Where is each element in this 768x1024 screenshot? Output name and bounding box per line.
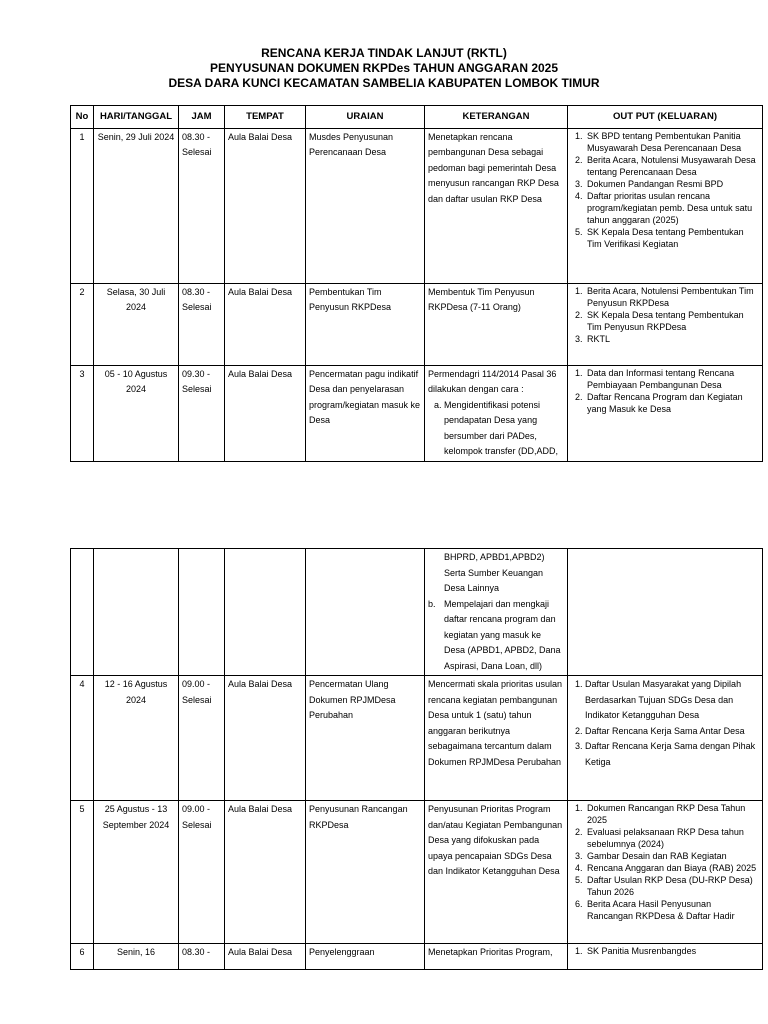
output-list <box>571 802 759 922</box>
list-item: 5. Daftar Usulan RKP Desa (DU-RKP Desa) Tahun 2026 <box>585 874 759 898</box>
cell-output <box>568 549 763 676</box>
cell-jam: 09.30 - Selesai <box>179 365 225 461</box>
list-item: 3. Dokumen Pandangan Resmi BPD <box>585 178 759 190</box>
list-item: 1. Dokumen Rancangan RKP Desa Tahun 2025 <box>585 802 759 826</box>
cell-keterangan: Mencermati skala prioritas usulan rencana kegiatan pembangunan Desa untuk 1 (satu) tahun anggaran berikutnya sebagaimana tercantum dalam Dokumen RPJMDesa Perubahan <box>425 676 568 801</box>
list-item: 3. Gambar Desain dan RAB Kegiatan <box>585 850 759 862</box>
document-title <box>0 46 768 91</box>
cell-uraian: Pencermatan Ulang Dokumen RPJMDesa Perubahan <box>306 676 425 801</box>
list-item: 3. Daftar Rencana Kerja Sama dengan Pihak Ketiga <box>585 739 759 770</box>
header-no: No <box>71 106 94 129</box>
cell-tempat: Aula Balai Desa <box>225 128 306 283</box>
cell-output <box>568 944 763 970</box>
cell-keterangan: Menetapkan rencana pembangunan Desa sebagai pedoman bagi pemerintah Desa menyusun rancangan RKP Desa dan daftar usulan RKP Desa <box>425 128 568 283</box>
list-item: 1. Daftar Usulan Masyarakat yang Dipilah Berdasarkan Tujuan SDGs Desa dan Indikator Ketangguhan Desa <box>585 677 759 724</box>
list-item: 2. Berita Acara, Notulensi Musyawarah Desa tentang Perencanaan Desa <box>585 154 759 178</box>
cell-tempat: Aula Balai Desa <box>225 801 306 944</box>
cell-no: 5 <box>71 801 94 944</box>
header-hari-tanggal: HARI/TANGGAL <box>94 106 179 129</box>
cell-keterangan: Penyusunan Prioritas Program dan/atau Kegiatan Pembangunan Desa yang difokuskan pada upaya pencapaian SDGs Desa dan Indikator Ketangguhan Desa <box>425 801 568 944</box>
list-item: Mempelajari dan mengkaji daftar rencana program dan kegiatan yang masuk ke Desa (APBD1, APBD2, Dana Aspirasi, Dana Loan, dll) <box>444 598 561 671</box>
cell-hari <box>94 549 179 676</box>
cell-keterangan <box>425 549 568 676</box>
list-item: 2. Daftar Rencana Program dan Kegiatan yang Masuk ke Desa <box>585 391 759 415</box>
cell-no <box>71 549 94 676</box>
output-list <box>571 285 759 345</box>
list-item: 1. Berita Acara, Notulensi Pembentukan Tim Penyusun RKPDesa <box>585 285 759 309</box>
cell-no: 4 <box>71 676 94 801</box>
cell-hari: Selasa, 30 Juli 2024 <box>94 283 179 365</box>
list-marker: b. <box>428 598 436 609</box>
header-keterangan: KETERANGAN <box>425 106 568 129</box>
table-row <box>71 128 763 283</box>
cell-jam: 08.30 - <box>179 944 225 970</box>
header-output: OUT PUT (KELUARAN) <box>568 106 763 129</box>
rktl-table-page-1 <box>70 105 763 462</box>
output-list <box>571 367 759 415</box>
cell-uraian: Penyelenggraan <box>306 944 425 970</box>
cell-uraian: Penyusunan Rancangan RKPDesa <box>306 801 425 944</box>
cell-hari: 25 Agustus - 13 September 2024 <box>94 801 179 944</box>
cell-tempat: Aula Balai Desa <box>225 283 306 365</box>
cell-hari: Senin, 16 <box>94 944 179 970</box>
cell-keterangan: Membentuk Tim Penyusun RKPDesa (7-11 Orang) <box>425 283 568 365</box>
cell-no: 6 <box>71 944 94 970</box>
cell-uraian: Pencermatan pagu indikatif Desa dan penyelarasan program/kegiatan masuk ke Desa <box>306 365 425 461</box>
table-row <box>71 283 763 365</box>
cell-output <box>568 365 763 461</box>
cell-keterangan: Menetapkan Prioritas Program, <box>425 944 568 970</box>
list-item: 5. SK Kepala Desa tentang Pembentukan Tim Verifikasi Kegiatan <box>585 226 759 250</box>
cell-output <box>568 801 763 944</box>
cell-output <box>568 676 763 801</box>
list-item: 2. Daftar Rencana Kerja Sama Antar Desa <box>585 724 759 740</box>
header-jam: JAM <box>179 106 225 129</box>
table-header-row <box>71 106 763 129</box>
cell-tempat <box>225 549 306 676</box>
cell-output <box>568 128 763 283</box>
cell-no: 1 <box>71 128 94 283</box>
title-line-3: DESA DARA KUNCI KECAMATAN SAMBELIA KABUPATEN LOMBOK TIMUR <box>168 76 600 90</box>
cell-keterangan <box>425 365 568 461</box>
cell-jam <box>179 549 225 676</box>
cell-jam: 09.00 - Selesai <box>179 676 225 801</box>
output-list <box>571 677 759 770</box>
table-row <box>71 801 763 944</box>
table-row <box>71 676 763 801</box>
keterangan-list <box>428 398 564 460</box>
keterangan-continued: BHPRD, APBD1,APBD2) Serta Sumber Keuangan Desa Lainnya <box>444 552 545 593</box>
cell-output <box>568 283 763 365</box>
table-row <box>71 549 763 676</box>
cell-uraian <box>306 549 425 676</box>
cell-jam: 09.00 - Selesai <box>179 801 225 944</box>
cell-hari: 12 - 16 Agustus 2024 <box>94 676 179 801</box>
keterangan-item-b <box>428 597 564 675</box>
header-tempat: TEMPAT <box>225 106 306 129</box>
header-uraian: URAIAN <box>306 106 425 129</box>
list-item: 6. Berita Acara Hasil Penyusunan Rancangan RKPDesa & Daftar Hadir <box>585 898 759 922</box>
list-item: 1. SK BPD tentang Pembentukan Panitia Musyawarah Desa Perencanaan Desa <box>585 130 759 154</box>
cell-tempat: Aula Balai Desa <box>225 676 306 801</box>
cell-tempat: Aula Balai Desa <box>225 365 306 461</box>
list-item: 1. Data dan Informasi tentang Rencana Pembiayaan Pembangunan Desa <box>585 367 759 391</box>
list-item: 3. RKTL <box>585 333 759 345</box>
keterangan-intro: Permendagri 114/2014 Pasal 36 dilakukan dengan cara : <box>428 368 557 394</box>
table-row <box>71 944 763 970</box>
cell-jam: 08.30 - Selesai <box>179 128 225 283</box>
output-list <box>571 945 759 957</box>
list-item: a. Mengidentifikasi potensi pendapatan Desa yang bersumber dari PADes, kelompok transfer (DD,ADD, <box>444 398 564 460</box>
cell-no: 3 <box>71 365 94 461</box>
cell-hari: Senin, 29 Juli 2024 <box>94 128 179 283</box>
list-item: 4. Rencana Anggaran dan Biaya (RAB) 2025 <box>585 862 759 874</box>
title-line-2: PENYUSUNAN DOKUMEN RKPDes TAHUN ANGGARAN 2025 <box>209 61 559 75</box>
list-item: 2. SK Kepala Desa tentang Pembentukan Tim Penyusun RKPDesa <box>585 309 759 333</box>
list-item: 1. SK Panitia Musrenbangdes <box>585 945 759 957</box>
list-item: 2. Evaluasi pelaksanaan RKP Desa tahun sebelumnya (2024) <box>585 826 759 850</box>
list-item: 4. Daftar prioritas usulan rencana program/kegiatan pemb. Desa untuk satu tahun anggaran (2025) <box>585 190 759 226</box>
cell-hari: 05 - 10 Agustus 2024 <box>94 365 179 461</box>
cell-uraian: Pembentukan Tim Penyusun RKPDesa <box>306 283 425 365</box>
table-row <box>71 365 763 461</box>
cell-tempat: Aula Balai Desa <box>225 944 306 970</box>
output-list <box>571 130 759 250</box>
rktl-table-page-2 <box>70 548 763 970</box>
cell-jam: 08.30 - Selesai <box>179 283 225 365</box>
title-line-1: RENCANA KERJA TINDAK LANJUT (RKTL) <box>261 46 507 60</box>
cell-no: 2 <box>71 283 94 365</box>
cell-uraian: Musdes Penyusunan Perencanaan Desa <box>306 128 425 283</box>
